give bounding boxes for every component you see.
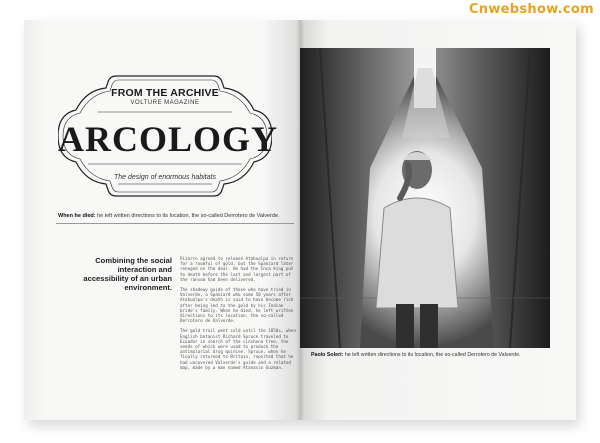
body-column (180, 256, 296, 375)
body-paragraph: The gold trail went cold until the 1850s, when English botanist Richard Spruce traveled to Ecuador in search of the cinchona tree, the seeds of which were used to produce the antimalarial drug quinine. Spruce, when he finally returned to Britain, reported that he had uncovered Valverde's guide and a related map, made by a man named Atanasio Guzman. (180, 328, 296, 370)
portrait-photo (300, 48, 550, 348)
intro-text: he left written directions to its location, the so-called Derrotero de Valverde. (95, 213, 280, 219)
section-divider (56, 223, 294, 224)
caption-text: he left written directions to its location, the so-called Derrotero de Valverde. (343, 352, 521, 358)
left-page (24, 20, 300, 420)
photo-caption (311, 352, 551, 358)
body-paragraph: Pizarro agreed to release Atahualpa in return for a roomful of gold, but the Spaniard later reneged on the deal. He had the Inca king put to death before the last and largest part of the ransom had been delivered. (180, 256, 294, 282)
badge-kicker: FROM THE ARCHIVE (111, 87, 219, 99)
pull-quote: Combining the social interaction and accessibility of an urban environment. (83, 256, 172, 292)
caption-label: Paolo Soleri: (311, 352, 344, 358)
body-paragraph: The shadowy guide of those who have tried in Valverde, a Spaniard who some 50 years after Atahualpa's death is said to have become rich after being led to the gold by his Indian bride's family. When he died, he left written directions to its location, the so-called Derrotero de Valverde. (180, 287, 294, 324)
archive-badge (58, 72, 279, 200)
photo-illustration (300, 48, 550, 348)
article-title: ARCOLOGY (58, 119, 279, 159)
intro-label: When he died: (58, 213, 96, 219)
article-subtitle: The design of enormous habitats (114, 174, 216, 181)
intro-line (58, 213, 298, 219)
watermark-logo: Cnwebshow.com (468, 2, 594, 17)
badge-publication: VOLTURE MAGAZINE (130, 100, 200, 106)
